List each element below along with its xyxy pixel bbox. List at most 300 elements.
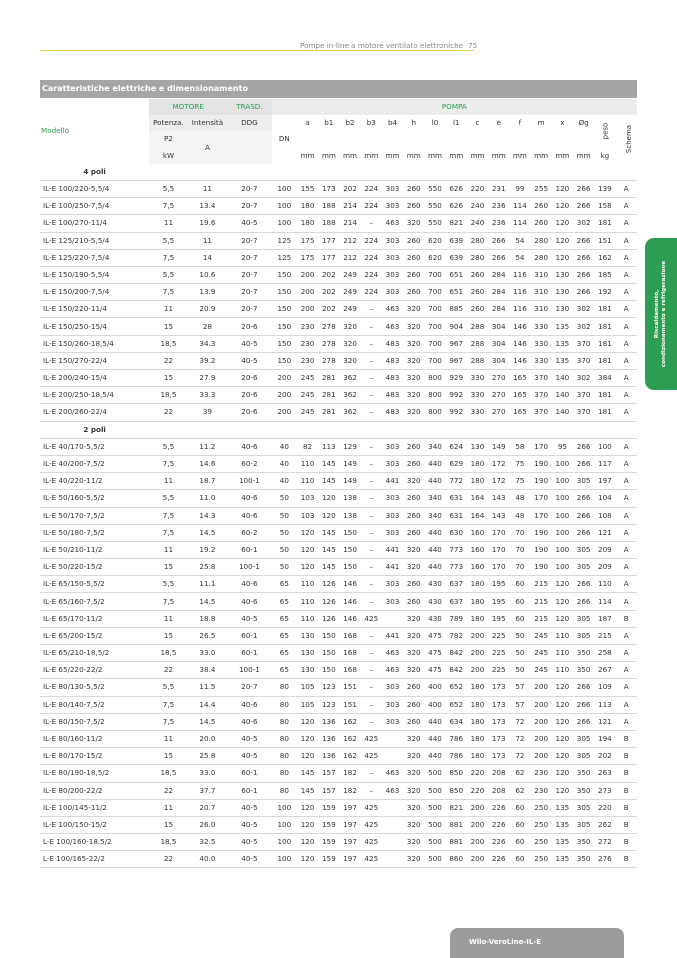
value-cell: 202 [339,180,360,197]
value-cell: 440 [424,748,445,765]
model-cell: IL-E 80/160-11/2 [40,730,149,747]
value-cell: 120 [552,696,573,713]
trasd-group-header: TRASD. [227,99,272,115]
model-cell: IL-E 65/200-15/2 [40,627,149,644]
value-cell: 215 [531,610,552,627]
value-cell: 320 [403,645,424,662]
potenza-header: Potenza. [149,115,187,131]
value-cell: 100-1 [227,473,272,490]
value-cell: 190 [531,541,552,558]
value-cell: 800 [424,387,445,404]
value-cell: 40-6 [227,438,272,455]
value-cell: 430 [424,610,445,627]
value-cell [382,834,403,851]
value-cell: 320 [403,730,424,747]
dim-header: b4 [387,118,398,128]
value-cell: 500 [424,799,445,816]
value-cell: 168 [339,645,360,662]
value-cell: 50 [272,559,297,576]
value-cell: 260 [403,713,424,730]
value-cell: 288 [467,352,488,369]
value-cell: B [615,782,637,799]
value-cell: 263 [594,765,615,782]
dim-header: l0 [431,118,439,128]
model-cell: IL-E 40/200-7,5/2 [40,455,149,472]
value-cell: 70 [509,559,530,576]
value-cell: 441 [382,627,403,644]
value-cell: 130 [552,284,573,301]
value-cell: 150 [272,318,297,335]
value-cell: 200 [467,851,488,868]
value-cell: A [615,284,637,301]
table-row [40,507,637,524]
value-cell: 320 [403,627,424,644]
value-cell: 463 [382,215,403,232]
value-cell: 20.7 [188,799,227,816]
value-cell: 19.2 [188,541,227,558]
value-cell: 400 [424,679,445,696]
value-cell: 114 [509,198,530,215]
value-cell: 212 [339,249,360,266]
value-cell: 180 [467,679,488,696]
value-cell: 197 [339,816,360,833]
value-cell: 116 [509,301,530,318]
model-cell: IL-E 50/220-15/2 [40,559,149,576]
value-cell: 180 [467,455,488,472]
table-row [40,232,637,249]
value-cell: 168 [339,662,360,679]
value-cell: 173 [488,730,509,747]
value-cell: 220 [467,782,488,799]
value-cell: 173 [318,180,339,197]
value-cell: 177 [318,232,339,249]
model-cell: IL-E 40/170-5,5/2 [40,438,149,455]
value-cell: 7,5 [149,696,187,713]
unit-cell: mm [555,150,570,160]
value-cell: 305 [573,627,594,644]
dim-header: b2 [345,118,355,128]
value-cell: 180 [467,593,488,610]
value-cell: A [615,541,637,558]
value-cell: 120 [552,679,573,696]
value-cell: 260 [403,455,424,472]
value-cell: 266 [573,713,594,730]
value-cell: – [361,645,382,662]
value-cell: 821 [446,799,467,816]
value-cell: A [615,198,637,215]
value-cell: 37.7 [188,782,227,799]
value-cell: 266 [573,455,594,472]
value-cell: 150 [272,301,297,318]
value-cell: 850 [446,782,467,799]
value-cell: 40-5 [227,352,272,369]
value-cell: 330 [531,352,552,369]
value-cell: 700 [424,266,445,283]
value-cell: 11 [149,541,187,558]
table-row [40,834,637,851]
value-cell: 266 [573,284,594,301]
model-cell: IL-E 100/150-15/2 [40,816,149,833]
value-cell: 266 [573,232,594,249]
value-cell: 20-6 [227,387,272,404]
value-cell: 197 [339,799,360,816]
value-cell: 430 [424,593,445,610]
value-cell: 100 [272,834,297,851]
value-cell: 303 [382,249,403,266]
value-cell: 60-1 [227,782,272,799]
value-cell: 22 [149,404,187,421]
value-cell: 11.1 [188,576,227,593]
value-cell: 320 [403,404,424,421]
value-cell: 172 [488,473,509,490]
value-cell: 384 [594,370,615,387]
value-cell: 110 [552,662,573,679]
value-cell: 200 [467,799,488,816]
schema-label: Schema [625,125,634,154]
value-cell: 266 [488,249,509,266]
table-row [40,215,637,232]
value-cell: 136 [318,730,339,747]
value-cell: – [361,490,382,507]
value-cell: A [615,387,637,404]
value-cell: 302 [573,318,594,335]
value-cell: 260 [403,679,424,696]
model-cell: IL-E 80/170-15/2 [40,748,149,765]
value-cell: 136 [318,713,339,730]
value-cell: 303 [382,524,403,541]
value-cell: 303 [382,490,403,507]
value-cell: 266 [573,249,594,266]
value-cell: 266 [573,490,594,507]
value-cell: 159 [318,799,339,816]
value-cell: 320 [403,816,424,833]
value-cell: A [615,249,637,266]
value-cell: 630 [446,524,467,541]
value-cell: 272 [594,834,615,851]
value-cell: 350 [573,851,594,868]
value-cell: 786 [446,730,467,747]
value-cell: 26.0 [188,816,227,833]
value-cell: 146 [509,335,530,352]
value-cell: 158 [594,198,615,215]
side-tab-text [654,244,668,384]
unit-cell: mm [406,150,421,160]
value-cell [382,851,403,868]
value-cell: 320 [403,318,424,335]
value-cell: 224 [361,232,382,249]
value-cell: 370 [531,387,552,404]
value-cell: 260 [403,284,424,301]
value-cell: 200 [272,404,297,421]
table-row [40,713,637,730]
value-cell: 255 [531,180,552,197]
value-cell: 100 [272,851,297,868]
value-cell: 120 [297,524,318,541]
value-cell: A [615,370,637,387]
value-cell: 190 [531,455,552,472]
value-cell: 631 [446,490,467,507]
value-cell: A [615,266,637,283]
value-cell: 99 [509,180,530,197]
value-cell: 260 [403,249,424,266]
value-cell: A [615,507,637,524]
value-cell: 200 [531,713,552,730]
value-cell: 425 [361,748,382,765]
value-cell: 362 [339,387,360,404]
value-cell: 145 [318,559,339,576]
value-cell: 40-5 [227,834,272,851]
value-cell: 249 [339,301,360,318]
section-side-tab [645,238,677,390]
value-cell: 50 [272,490,297,507]
value-cell: 262 [594,816,615,833]
value-cell: 202 [318,284,339,301]
value-cell: 40-6 [227,490,272,507]
value-cell: 181 [594,301,615,318]
value-cell: 20.0 [188,730,227,747]
value-cell: 197 [594,473,615,490]
value-cell: A [615,576,637,593]
value-cell: 165 [509,387,530,404]
value-cell: 146 [509,352,530,369]
value-cell: 18,5 [149,834,187,851]
value-cell: 150 [272,352,297,369]
value-cell: 15 [149,748,187,765]
value-cell: 60 [509,851,530,868]
value-cell: 195 [488,610,509,627]
value-cell: 370 [573,404,594,421]
value-cell: 185 [594,266,615,283]
table-row [40,610,637,627]
page-number: 75 [468,41,478,50]
value-cell: 789 [446,610,467,627]
value-cell: 33.0 [188,645,227,662]
value-cell: 629 [446,455,467,472]
value-cell: 14 [188,249,227,266]
value-cell: 773 [446,541,467,558]
value-cell: 120 [552,765,573,782]
value-cell: 62 [509,782,530,799]
value-cell: 463 [382,301,403,318]
value-cell: 225 [488,645,509,662]
value-cell: 18.8 [188,610,227,627]
value-cell: 288 [467,335,488,352]
value-cell: 245 [531,662,552,679]
pompa-group-header: POMPA [272,99,637,115]
value-cell: 20-7 [227,284,272,301]
value-cell: 440 [424,713,445,730]
value-cell: 304 [488,335,509,352]
value-cell: 181 [594,335,615,352]
p2-header: P2 [149,131,187,147]
table-row [40,748,637,765]
value-cell: 170 [531,507,552,524]
value-cell: 120 [297,851,318,868]
value-cell: 34.3 [188,335,227,352]
value-cell: 215 [531,593,552,610]
table-row [40,524,637,541]
value-cell: 266 [573,593,594,610]
value-cell: 230 [297,335,318,352]
value-cell: 40 [272,438,297,455]
value-cell: 113 [594,696,615,713]
value-cell: 881 [446,834,467,851]
value-cell: 40.0 [188,851,227,868]
value-cell: 146 [339,593,360,610]
value-cell: 220 [467,180,488,197]
unit-cell: mm [300,150,315,160]
value-cell: 40 [272,473,297,490]
value-cell: 200 [467,627,488,644]
value-cell: 175 [297,249,318,266]
value-cell: 320 [403,352,424,369]
value-cell: 173 [488,696,509,713]
value-cell: 15 [149,370,187,387]
value-cell: 60 [509,593,530,610]
value-cell: 634 [446,713,467,730]
value-cell: 120 [552,713,573,730]
value-cell: A [615,301,637,318]
intensita-header: Intensità [188,115,227,131]
value-cell: 164 [467,490,488,507]
value-cell: 5,5 [149,576,187,593]
value-cell: 620 [424,232,445,249]
value-cell: 33.0 [188,765,227,782]
table-title: Caratteristiche elettriche e dimensionamento [40,80,637,98]
value-cell: 194 [594,730,615,747]
value-cell: 320 [403,782,424,799]
value-cell: 120 [318,490,339,507]
value-cell: 483 [382,404,403,421]
value-cell: 320 [403,215,424,232]
value-cell: 100 [552,490,573,507]
value-cell: 120 [552,610,573,627]
value-cell: 126 [318,576,339,593]
value-cell [382,748,403,765]
value-cell: 5,5 [149,232,187,249]
value-cell: 27.9 [188,370,227,387]
value-cell: 65 [272,645,297,662]
value-cell: 800 [424,404,445,421]
value-cell: 180 [297,198,318,215]
model-cell: IL-E 50/180-7,5/2 [40,524,149,541]
value-cell: 310 [531,301,552,318]
value-cell: 14.6 [188,455,227,472]
value-cell: B [615,799,637,816]
value-cell: 236 [488,215,509,232]
value-cell: 28 [188,318,227,335]
value-cell: 65 [272,662,297,679]
value-cell: 40-5 [227,730,272,747]
value-cell: 5,5 [149,438,187,455]
value-cell: 190 [531,473,552,490]
unit-cell: mm [364,150,379,160]
value-cell: A [615,490,637,507]
value-cell: 120 [552,593,573,610]
value-cell: 48 [509,507,530,524]
value-cell: 182 [339,765,360,782]
value-cell: 100 [552,524,573,541]
model-cell: IL-E 65/220-22/2 [40,662,149,679]
dim-header: Øg [578,118,589,128]
value-cell: 146 [339,576,360,593]
value-cell: B [615,765,637,782]
value-cell: 120 [552,576,573,593]
dim-header: x [560,118,565,128]
value-cell: 475 [424,662,445,679]
value-cell: 60-1 [227,541,272,558]
value-cell: 230 [531,782,552,799]
value-cell: 180 [467,730,488,747]
model-cell: L-E 100/165-22/2 [40,851,149,868]
value-cell: 305 [573,799,594,816]
value-cell: 651 [446,284,467,301]
value-cell: 425 [361,834,382,851]
table-row [40,301,637,318]
value-cell: 842 [446,662,467,679]
value-cell: 303 [382,266,403,283]
value-cell: 139 [594,180,615,197]
value-cell: A [615,335,637,352]
value-cell: 303 [382,576,403,593]
value-cell: 885 [446,301,467,318]
value-cell: 200 [297,284,318,301]
value-cell: 11 [188,232,227,249]
dim-header: b1 [324,118,334,128]
value-cell: 195 [488,576,509,593]
value-cell: 200 [467,834,488,851]
value-cell: 100 [272,215,297,232]
value-cell: – [361,713,382,730]
value-cell: 157 [318,782,339,799]
table-row [40,473,637,490]
table-row [40,662,637,679]
value-cell: 110 [297,576,318,593]
value-cell: 5,5 [149,266,187,283]
value-cell: 209 [594,541,615,558]
value-cell: 330 [467,404,488,421]
value-cell: 140 [552,387,573,404]
value-cell: 224 [361,198,382,215]
value-cell: 33.3 [188,387,227,404]
value-cell: 39 [188,404,227,421]
value-cell: 440 [424,559,445,576]
value-cell: 260 [403,576,424,593]
value-cell: 120 [552,198,573,215]
value-cell: 100 [552,507,573,524]
value-cell: 22 [149,782,187,799]
value-cell: 992 [446,404,467,421]
value-cell: 266 [573,696,594,713]
value-cell: 138 [339,490,360,507]
value-cell: 500 [424,851,445,868]
peso-header [594,115,615,147]
value-cell: 150 [272,266,297,283]
value-cell: 14.5 [188,524,227,541]
value-cell: 32.5 [188,834,227,851]
value-cell: 280 [531,249,552,266]
value-cell: 65 [272,593,297,610]
value-cell: 350 [573,782,594,799]
value-cell: 302 [573,301,594,318]
value-cell: 130 [552,266,573,283]
value-cell: 143 [488,490,509,507]
value-cell: 266 [573,524,594,541]
value-cell: 110 [552,627,573,644]
value-cell: 245 [297,404,318,421]
value-cell: 260 [403,696,424,713]
value-cell: 225 [488,627,509,644]
